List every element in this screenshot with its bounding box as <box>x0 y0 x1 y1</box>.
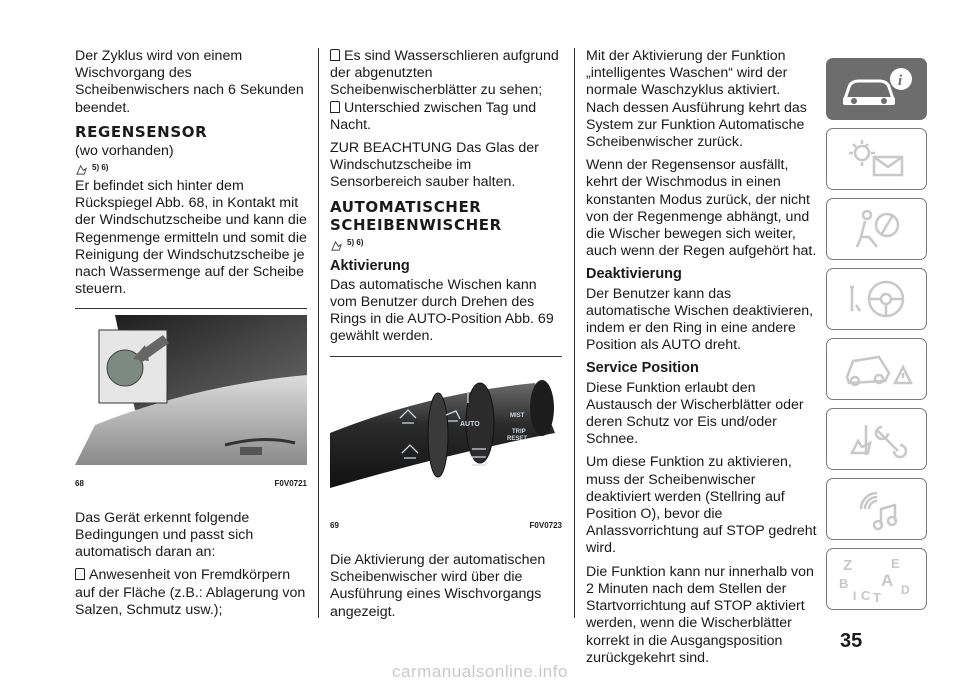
car-info-icon <box>837 67 917 111</box>
tab-steering-wheel[interactable] <box>826 268 927 330</box>
rain-sensor-photo <box>75 315 307 465</box>
svg-text:i: i <box>897 73 902 89</box>
reset-label: RESET <box>507 435 528 442</box>
svg-text:Z: Z <box>842 557 852 574</box>
subheading-service-position: Service Position <box>586 360 699 377</box>
figure-69 <box>330 356 562 534</box>
svg-text:E: E <box>890 556 900 571</box>
warning-reference: 5) 6) <box>330 236 562 252</box>
tab-warning-lights[interactable] <box>826 128 927 190</box>
column-divider <box>318 48 319 618</box>
tab-car-info[interactable] <box>826 58 927 120</box>
svg-text:T: T <box>872 590 881 604</box>
column-2 <box>330 48 562 627</box>
paragraph: Die Funktion kann nur innerhalb von 2 Minuten nach dem Stellen der Startvorrichtung auf STOP aktiviert werden, wenn die Wischerblätter korrekt in die Ausgangsposition zurückgekehrt sind. <box>586 563 814 666</box>
svg-text:B: B <box>838 576 848 591</box>
column-3 <box>586 48 818 673</box>
paragraph: Er befindet sich hinter dem Rückspiegel Abb. 68, in Kontakt mit der Windschutzscheibe und kann die Regenmenge ermitteln und somit die Reinigung der Windschutzscheibe je nach Wassermenge auf der Scheibe steuern. <box>75 178 307 298</box>
breakdown-icon <box>839 347 915 391</box>
page-number: 35 <box>840 630 863 652</box>
figure-caption: 69 F0V0723 <box>330 520 562 530</box>
bullet-icon <box>330 49 340 61</box>
subheading-deactivation: Deaktivierung <box>586 266 682 283</box>
watermark: carmanualsonline.info <box>392 662 568 681</box>
bullet-icon <box>75 568 85 580</box>
chapter-tabs <box>826 58 929 618</box>
section-heading-rain-sensor: REGENSENSOR <box>75 122 208 141</box>
tab-breakdown[interactable] <box>826 338 927 400</box>
airbag-icon <box>847 207 907 251</box>
paragraph: Das automatische Wischen kann vom Benutzer durch Drehen des Rings in die AUTO-Position Abb. 69 gewählt werden. <box>330 276 554 345</box>
bullet-item: Anwesenheit von Fremdkörpern auf der Fläche (z.B.: Ablagerung von Salzen, Schmutz usw.); <box>75 567 306 618</box>
steering-wheel-icon <box>842 277 912 321</box>
maintenance-icon <box>842 417 912 461</box>
bullet-icon <box>330 101 340 113</box>
warning-hand-icon <box>75 163 88 176</box>
column-1 <box>75 48 307 625</box>
svg-text:A: A <box>880 571 893 590</box>
tab-multimedia[interactable] <box>826 478 927 540</box>
mist-label: MIST <box>510 412 525 419</box>
paragraph: Diese Funktion erlaubt den Austausch der Wischerblätter oder deren Schutz vor Eis und/oder Schnee. <box>586 379 804 448</box>
paragraph: Nach dessen Ausführung kehrt das System zur Funktion Automatische Scheibenwischer zurück. <box>586 99 807 151</box>
index-icon <box>835 554 919 604</box>
paragraph: Wenn der Regensensor ausfällt, kehrt der Wischmodus in einen konstanten Modus zurück, der nicht von der Regenmenge abhängt, und die Wischer bewegen sich weiter, auch wenn der Regen aufgehört hat. <box>586 157 817 260</box>
subheading-activation: Aktivierung <box>330 257 410 274</box>
section-heading-automatic-wiper: AUTOMATISCHER SCHEIBENWISCHER <box>330 197 502 234</box>
warning-lights-icon <box>842 137 912 181</box>
tab-index[interactable] <box>826 548 927 610</box>
column-divider <box>574 48 575 618</box>
paragraph: Mit der Aktivierung der Funktion „intelligentes Waschen“ wird der normale Waschzyklus aktiviert. <box>586 48 788 99</box>
warning-hand-icon <box>330 239 343 252</box>
paragraph: Der Benutzer kann das automatische Wischen deaktivieren, indem er den Ring in eine andere Position als AUTO dreht. <box>586 285 814 354</box>
figure-caption: 68 F0V0721 <box>75 478 307 488</box>
multimedia-icon <box>847 487 907 531</box>
wiper-lever-photo <box>330 363 562 508</box>
paragraph: Um diese Funktion zu aktivieren, muss der Scheibenwischer deaktiviert werden (Stellring auf Position O), bevor die Anlassvorrichtung auf STOP gedreht wird. <box>586 454 817 557</box>
bullet-item: Unterschied zwischen Tag und Nacht. <box>330 99 537 133</box>
svg-text:C: C <box>860 588 870 603</box>
warning-reference: 5) 6) <box>75 160 307 176</box>
paragraph: Das Gerät erkennt folgende Bedingungen und passt sich automatisch daran an: <box>75 509 254 561</box>
auto-position-label: AUTO <box>460 420 480 428</box>
tab-maintenance[interactable] <box>826 408 927 470</box>
svg-text:I: I <box>852 589 856 603</box>
trip-label: TRIP <box>512 428 526 435</box>
svg-text:D: D <box>900 583 910 597</box>
paragraph: Die Aktivierung der automatischen Scheibenwischer wird über die Ausführung eines Wischvorgangs angezeigt. <box>330 552 546 620</box>
paragraph: Der Zyklus wird von einem Wischvorgang des Scheibenwischers nach 6 Sekunden beendet. <box>75 48 304 116</box>
bullet-item: Es sind Wasserschlieren aufgrund der abgenutzten Scheibenwischerblätter zu sehen; <box>330 48 559 99</box>
availability-note: (wo vorhanden) <box>75 142 174 159</box>
tab-airbag[interactable] <box>826 198 927 260</box>
paragraph: ZUR BEACHTUNG Das Glas der Windschutzscheibe im Sensorbereich sauber halten. <box>330 140 539 191</box>
figure-68 <box>75 308 307 491</box>
